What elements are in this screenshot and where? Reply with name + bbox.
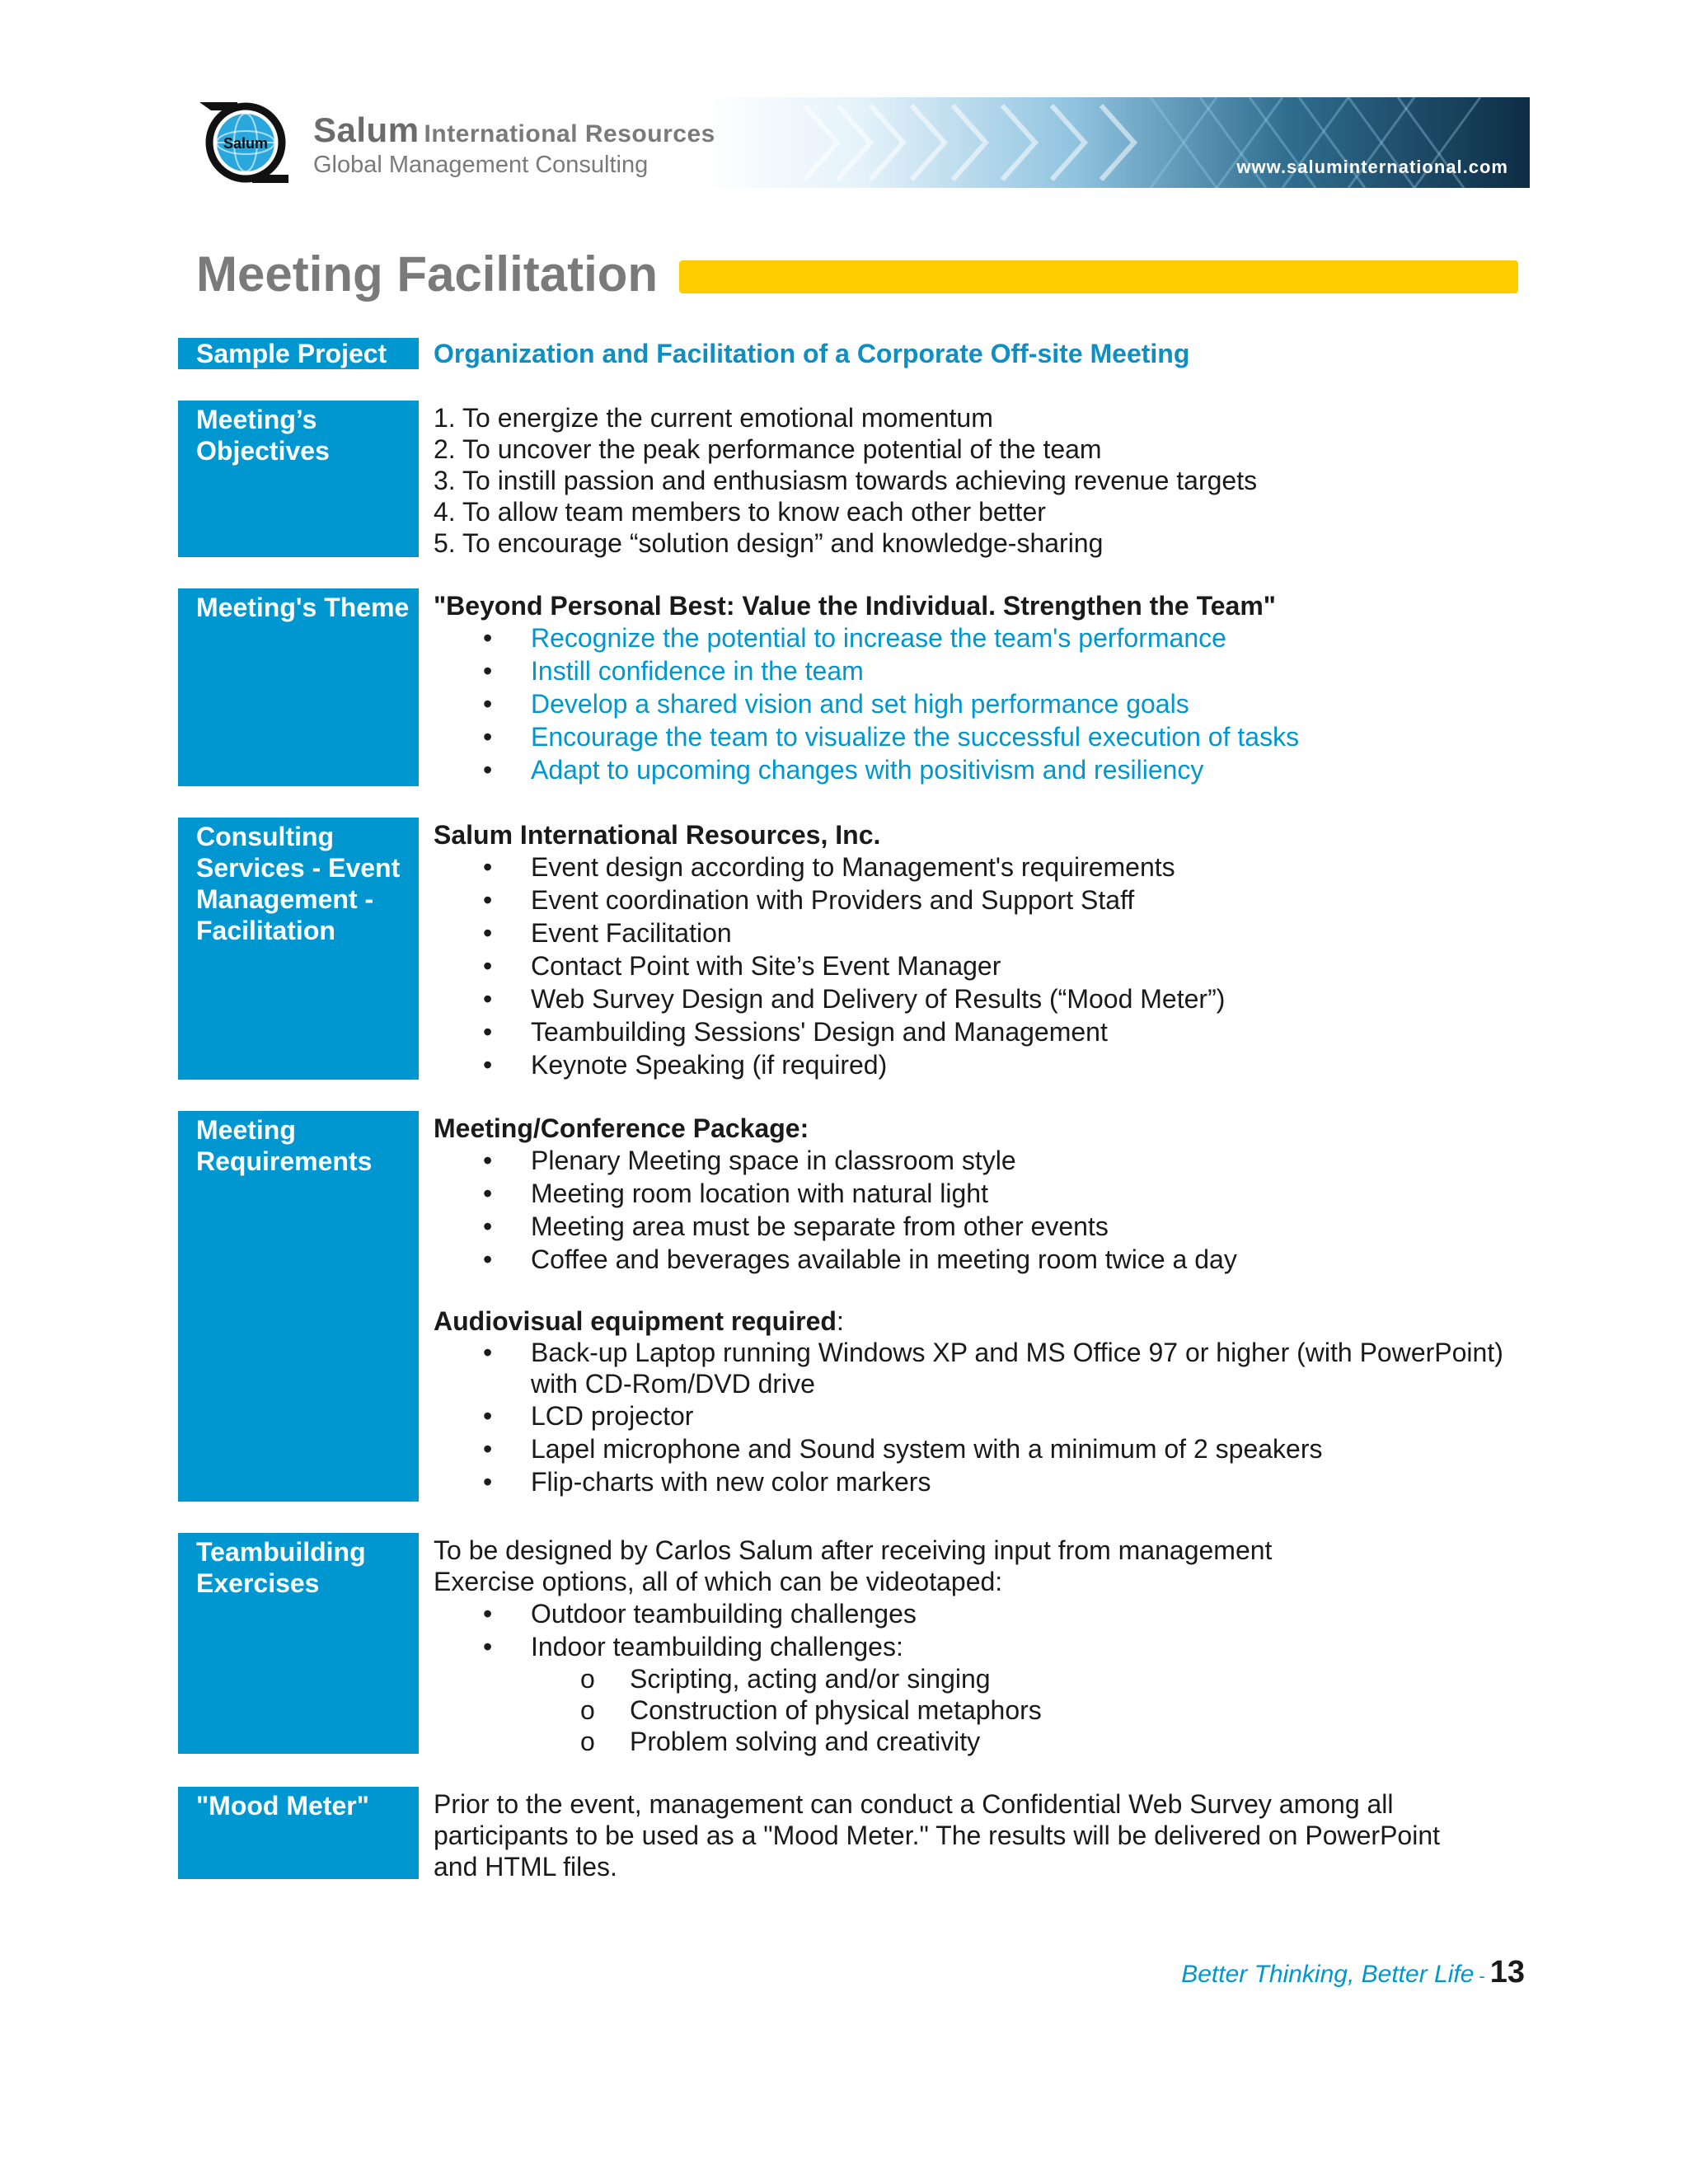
list-item: 4. To allow team members to know each other better (434, 497, 1046, 527)
footer-slogan: Better Thinking, Better Life (1181, 1961, 1475, 1988)
list-item: 5. To encourage “solution design” and knowledge-sharing (434, 528, 1104, 558)
teambuilding-list (434, 1597, 1505, 1663)
label-consulting-services: Consulting Services - Event Management - Facilitation (178, 818, 419, 1080)
svg-text:Salum: Salum (223, 135, 269, 152)
services-list (434, 851, 1505, 1081)
services-heading: Salum International Resources, Inc. (434, 820, 881, 850)
list-item: • Indoor teambuilding challenges: (434, 1630, 1505, 1663)
list-item: • Web Survey Design and Delivery of Results (“Mood Meter”) (434, 982, 1505, 1015)
list-item: • Encourage the team to visualize the successful execution of tasks (434, 720, 1505, 753)
list-item: 2. To uncover the peak performance potential of the team (434, 434, 1102, 464)
list-item: • Teambuilding Sessions' Design and Management (434, 1015, 1505, 1048)
list-item: • Keynote Speaking (if required) (434, 1048, 1505, 1081)
page-footer (1181, 1955, 1525, 1990)
list-item: • Event coordination with Providers and Support Staff (434, 883, 1505, 916)
list-item: • Adapt to upcoming changes with positivism and resiliency (434, 753, 1505, 786)
list-item: o Scripting, acting and/or singing (434, 1663, 1505, 1694)
list-item: • Coffee and beverages available in meeting room twice a day (434, 1243, 1505, 1276)
teambuilding-line-1: To be designed by Carlos Salum after receiving input from management (434, 1535, 1273, 1565)
list-item: • Flip-charts with new color markers (434, 1465, 1505, 1498)
package-list (434, 1144, 1505, 1276)
list-item: 3. To instill passion and enthusiasm towards achieving revenue targets (434, 466, 1258, 495)
list-item: o Problem solving and creativity (434, 1726, 1505, 1757)
website-link[interactable]: www.saluminternational.com (1236, 157, 1508, 177)
brand-tagline: Global Management Consulting (313, 152, 649, 178)
list-item: • Lapel microphone and Sound system with a minimum of 2 speakers (434, 1432, 1505, 1465)
theme-section (434, 590, 1505, 786)
label-objectives: Meeting’s Objectives (178, 401, 419, 557)
label-teambuilding: Teambuilding Exercises (178, 1533, 419, 1754)
page-title: Meeting Facilitation (196, 246, 659, 302)
av-heading-line: Audiovisual equipment required: (434, 1306, 844, 1336)
teambuilding-sub-list (434, 1663, 1505, 1757)
footer-dash: - (1479, 1966, 1485, 1986)
header-banner (195, 97, 1530, 188)
list-item: • Develop a shared vision and set high performance goals (434, 687, 1505, 720)
list-item: • Instill confidence in the team (434, 654, 1505, 687)
theme-list (434, 621, 1505, 786)
services-section (434, 819, 1505, 1081)
list-item: • Recognize the potential to increase the team's performance (434, 621, 1505, 654)
mood-meter-text: Prior to the event, management can conduct a Confidential Web Survey among all participants to be used as a "Mood Meter." The results will be delivered on PowerPoint and HTML files. (434, 1789, 1440, 1882)
sample-project-title: Organization and Facilitation of a Corporate Off-site Meeting (434, 339, 1190, 368)
list-item: • Outdoor teambuilding challenges (434, 1597, 1505, 1630)
salum-logo-icon (195, 97, 293, 188)
list-item: • Contact Point with Site’s Event Manager (434, 949, 1505, 982)
package-heading: Meeting/Conference Package: (434, 1113, 809, 1143)
list-item: • Meeting room location with natural light (434, 1177, 1505, 1210)
list-item: • Meeting area must be separate from other events (434, 1210, 1505, 1243)
av-heading: Audiovisual equipment required (434, 1306, 837, 1336)
list-item: • LCD projector (434, 1399, 1505, 1432)
label-theme: Meeting's Theme (178, 588, 419, 786)
list-item: 1. To energize the current emotional momentum (434, 403, 993, 433)
label-meeting-requirements: Meeting Requirements (178, 1111, 419, 1502)
brand-subname: International Resources (424, 120, 715, 148)
requirements-section (434, 1113, 1505, 1498)
list-item: • Event design according to Management's requirements (434, 851, 1505, 883)
page-number: 13 (1489, 1955, 1525, 1990)
av-list (434, 1337, 1505, 1498)
label-mood-meter: "Mood Meter" (178, 1787, 419, 1879)
sample-project-text (434, 338, 1505, 369)
theme-heading: "Beyond Personal Best: Value the Individual. Strengthen the Team" (434, 591, 1276, 621)
objectives-list (434, 402, 1505, 559)
list-item: o Construction of physical metaphors (434, 1694, 1505, 1726)
label-sample-project: Sample Project (178, 338, 419, 369)
title-accent-bar (679, 260, 1518, 293)
teambuilding-section (434, 1535, 1505, 1757)
teambuilding-line-2: Exercise options, all of which can be videotaped: (434, 1567, 1003, 1596)
list-item: • Event Facilitation (434, 916, 1505, 949)
list-item: • Plenary Meeting space in classroom style (434, 1144, 1505, 1177)
list-item: • Back-up Laptop running Windows XP and MS Office 97 or higher (with PowerPoint) with CD-Rom/DVD drive (434, 1337, 1512, 1399)
brand-name: Salum International Resources (313, 110, 715, 149)
